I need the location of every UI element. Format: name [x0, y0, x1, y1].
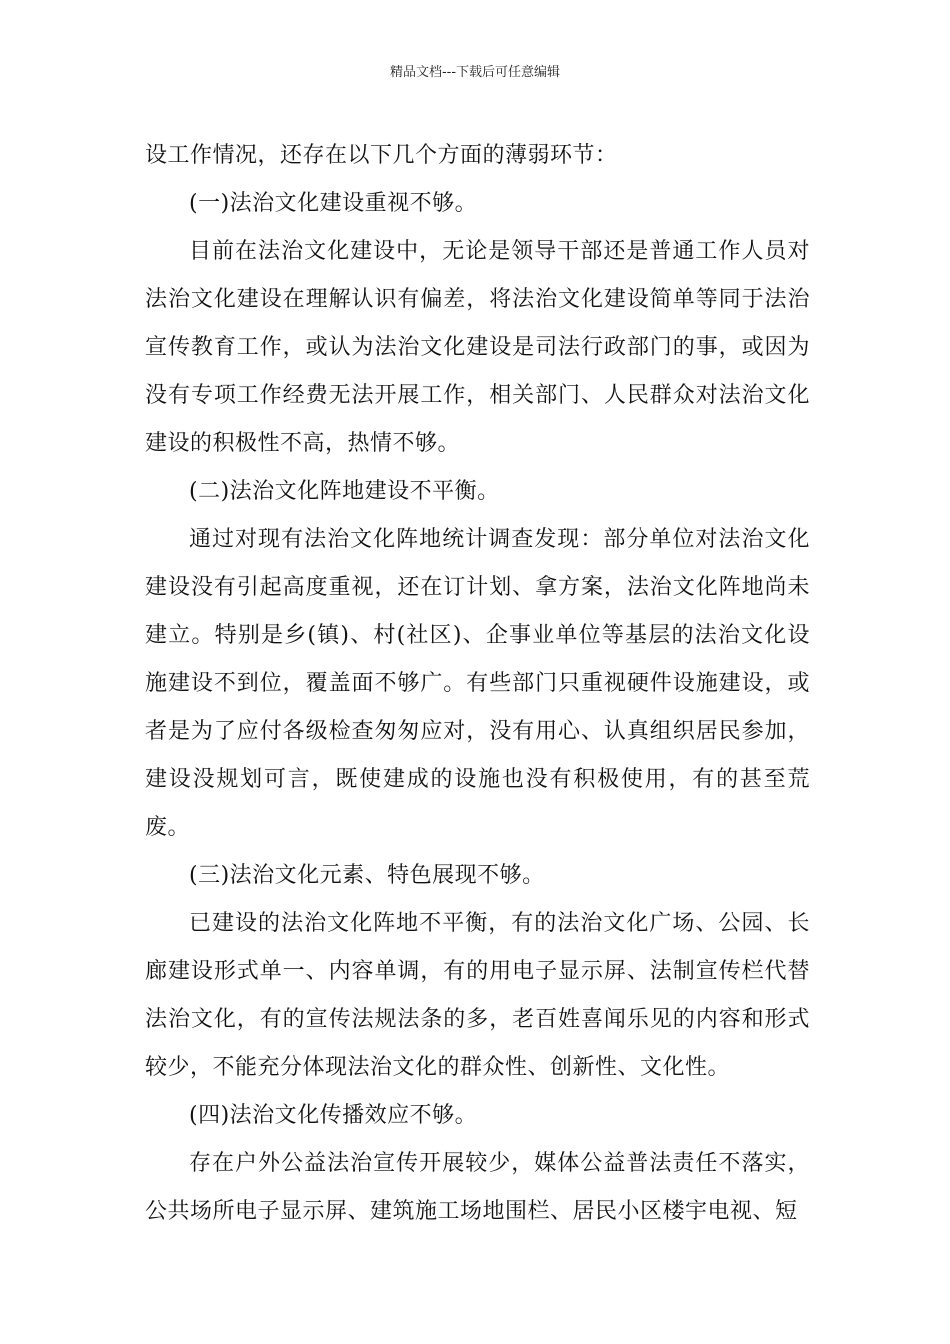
section-heading-2: (二)法治文化阵地建设不平衡。 [189, 479, 500, 504]
paragraph-section-2: 通过对现有法治文化阵地统计调查发现：部分单位对法治文化建设没有引起高度重视，还在订计划、拿方案，法治文化阵地尚未建立。特别是乡(镇)、村(社区)、企事业单位等基层的法治文化设施建设不到位，覆盖面不够广。有些部门只重视硬件设施建设，或者是为了应付各级检查匆匆应对，没有用心、认真组织居民参加，建设没规划可言，既使建成的设施也没有积极使用，有的甚至荒废。 [145, 527, 810, 840]
paragraph-continuation: 设工作情况，还存在以下几个方面的薄弱环节： [145, 143, 618, 168]
page-header: 精品文档---下载后可任意编辑 [389, 65, 561, 80]
section-heading-3: (三)法治文化元素、特色展现不够。 [189, 863, 545, 888]
paragraph-section-1: 目前在法治文化建设中，无论是领导干部还是普通工作人员对法治文化建设在理解认识有偏差，将法治文化建设简单等同于法治宣传教育工作，或认为法治文化建设是司法行政部门的事，或因为没有专项工作经费无法开展工作，相关部门、人民群众对法治文化建设的积极性不高，热情不够。 [145, 239, 810, 456]
document-body [145, 132, 810, 1236]
section-heading-1: (一)法治文化建设重视不够。 [189, 191, 478, 216]
paragraph-section-4: 存在户外公益法治宣传开展较少，媒体公益普法责任不落实，公共场所电子显示屏、建筑施工场地围栏、居民小区楼宇电视、短 [145, 1151, 810, 1224]
section-heading-4: (四)法治文化传播效应不够。 [189, 1103, 478, 1128]
paragraph-section-3: 已建设的法治文化阵地不平衡，有的法治文化广场、公园、长廊建设形式单一、内容单调，有的用电子显示屏、法制宣传栏代替法治文化，有的宣传法规法条的多，老百姓喜闻乐见的内容和形式较少，不能充分体现法治文化的群众性、创新性、文化性。 [145, 911, 810, 1080]
